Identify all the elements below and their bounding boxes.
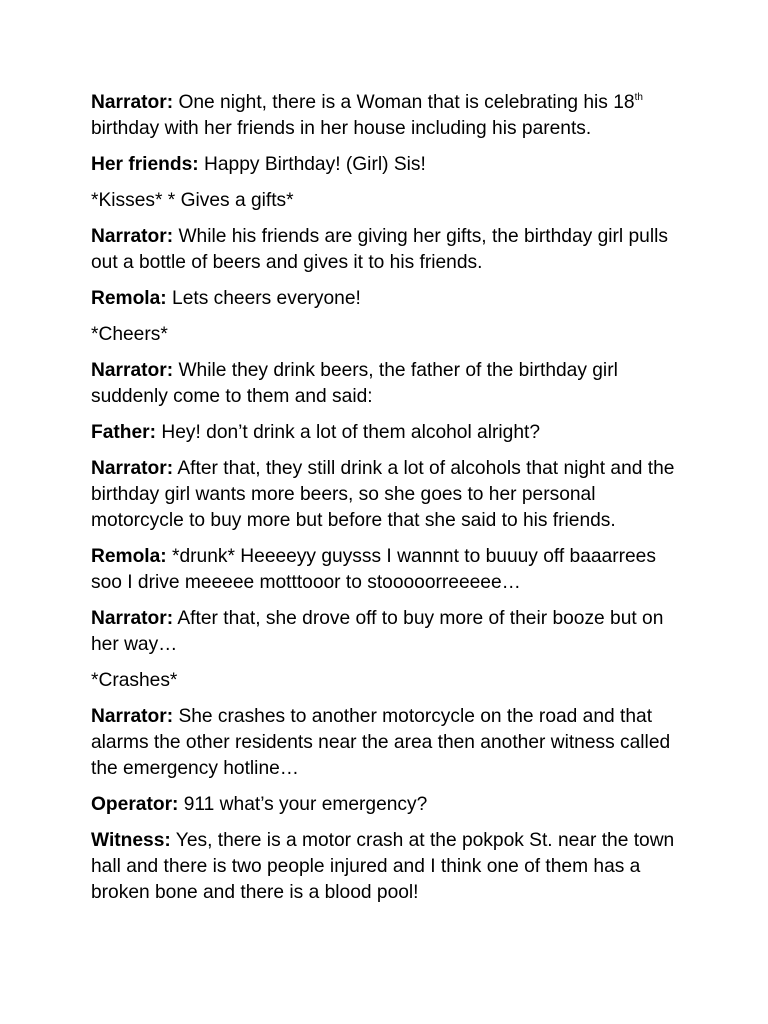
speaker-label: Remola:: [91, 546, 167, 567]
paragraph-text: 911 what’s your emergency?: [178, 794, 428, 815]
paragraph-text: *Cheers*: [91, 324, 168, 345]
speaker-label: Narrator:: [91, 706, 174, 727]
paragraph-text: *drunk* Heeeeyy guysss I wannnt to buuuy off baaarrees soo I drive meeeee motttooor to stooooorreeeee…: [91, 546, 656, 593]
paragraph-text: Yes, there is a motor crash at the pokpok St. near the town hall and there is two people injured and I think one of them has a broken bone and there is a blood pool!: [91, 830, 675, 903]
paragraph-2: [91, 152, 683, 178]
paragraph-3: [91, 188, 683, 214]
paragraph-text: Happy Birthday! (Girl) Sis!: [198, 154, 426, 175]
paragraph-text: After that, she drove off to buy more of their booze but on her way…: [91, 608, 664, 655]
speaker-label: Operator:: [91, 794, 179, 815]
paragraph-13: [91, 704, 683, 782]
paragraph-text: *Crashes*: [91, 670, 178, 691]
paragraph-15: [91, 828, 683, 906]
paragraph-text: *Kisses* * Gives a gifts*: [91, 190, 294, 211]
paragraph-1: [91, 90, 683, 142]
paragraph-text-continued: birthday with her friends in her house including his parents.: [91, 118, 592, 139]
paragraph-text: After that, they still drink a lot of alcohols that night and the birthday girl wants more beers, so she goes to her personal motorcycle to buy more but before that she said to his friends.: [91, 458, 675, 531]
paragraph-text: She crashes to another motorcycle on the road and that alarms the other residents near the area then another witness called the emergency hotline…: [91, 706, 671, 779]
paragraph-11: [91, 606, 683, 658]
paragraph-text: While they drink beers, the father of the birthday girl suddenly come to them and said:: [91, 360, 618, 407]
speaker-label: Narrator:: [91, 360, 174, 381]
speaker-label: Father:: [91, 422, 157, 443]
paragraph-5: [91, 286, 683, 312]
ordinal-suffix: th: [634, 92, 643, 103]
paragraph-text: While his friends are giving her gifts, the birthday girl pulls out a bottle of beers and gives it to his friends.: [91, 226, 668, 273]
paragraph-14: [91, 792, 683, 818]
speaker-label: Her friends:: [91, 154, 199, 175]
paragraph-4: [91, 224, 683, 276]
speaker-label: Narrator:: [91, 92, 174, 113]
paragraph-8: [91, 420, 683, 446]
paragraph-text: Hey! don’t drink a lot of them alcohol alright?: [156, 422, 540, 443]
paragraph-text: One night, there is a Woman that is celebrating his 18: [173, 92, 635, 113]
paragraph-6: [91, 322, 683, 348]
paragraph-10: [91, 544, 683, 596]
speaker-label: Remola:: [91, 288, 167, 309]
speaker-label: Narrator:: [91, 226, 174, 247]
speaker-label: Witness:: [91, 830, 171, 851]
speaker-label: Narrator:: [91, 458, 174, 479]
speaker-label: Narrator:: [91, 608, 174, 629]
paragraph-text: Lets cheers everyone!: [166, 288, 361, 309]
document-page: [91, 90, 683, 916]
paragraph-12: [91, 668, 683, 694]
paragraph-7: [91, 358, 683, 410]
paragraph-9: [91, 456, 683, 534]
